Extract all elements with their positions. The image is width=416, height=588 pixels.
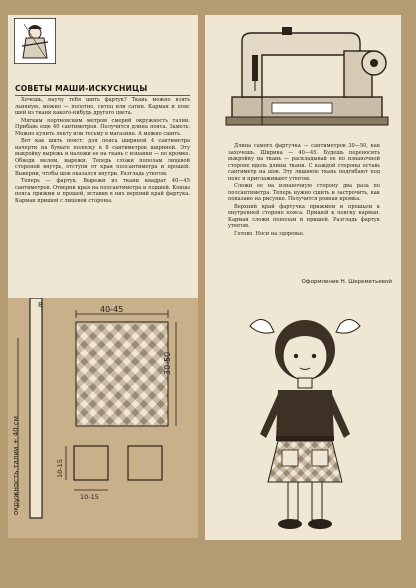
article-intro: Хочешь, научу тебя шить фартук? Ткань можно взять льняную, можно — полотно, ситец или сатин. Карман и пояс шей из ткани какого-нибудь другого цвета. — [15, 97, 190, 116]
article-paragraph: Длина самого фартучка — сантиметров 30—50, как захочешь. Ширина — 40—45. Будешь переносить выкройку на ткань — раскладывай ее по изнаночной стороне вдоль длины ткани. С каждой стороны оставь сантиметр на шов. Эту лишнюю ткань подгибают под пояс и приглаживают утюгом. — [228, 143, 380, 182]
article-paragraph: Теперь — фартук. Вырежи из ткани квадрат 40—45 сантиметров. Отверни края на полсантиметра и подшей. Концы пояса прижми и прошей, вставив в них верхний край фартука. Карман пришей с лицевой стороны. — [15, 178, 190, 204]
apron-length-label: 30-50 — [163, 351, 172, 375]
article-paragraph: Вот как шить пояст: для пояса шириной 4 сантиметра начерти на бумаге полоску в 8 сантиметров шириной. Эту выкройку вырежь и наложи ее на ткань с изнанки — по кромке. Обведи мелом, вырежи. Теперь сложи пополам лицевой стороной внутрь, отступи от края полсантиметра и прошей. Выверни, чтобы шов оказался внутри. Разгладь утюгом. — [15, 138, 190, 177]
article-paragraph: Готово. Носи на здоровье. — [234, 230, 305, 237]
pocket-width-label: 10-15 — [80, 493, 99, 501]
article-column-right — [228, 143, 380, 261]
masha-logo-icon — [14, 18, 56, 64]
pattern-diagram — [8, 298, 198, 538]
illustrator-credit: Оформление Н. Шереметьевой — [301, 279, 392, 285]
girl-in-apron-illustration — [230, 314, 380, 536]
article-column-left — [15, 97, 190, 307]
apron-width-label: 40-45 — [100, 305, 124, 314]
article-paragraph: Верхний край фартучка прижмем и прошьем к внутренней стороне пояса. Пришей к пояску карман. Карман сложи пополам и пришей. Разгладь фартук утюгом. — [228, 203, 380, 229]
sewing-machine-illustration — [222, 25, 392, 135]
belt-width-label: 8 — [38, 301, 43, 309]
belt-length-label: окружность талии + 40 см — [12, 415, 20, 515]
article-heading: СОВЕТЫ МАШИ-ИСКУСНИЦЫ — [15, 84, 190, 96]
article-paragraph: Сложи ее на изнаночную сторону два раза по полсантиметра. Теперь нужно сшить и застрочить, как показано на рисунке. Получится ровная кромка. — [228, 183, 380, 202]
pocket-height-label: 10-15 — [56, 459, 64, 478]
article-paragraph: Мягким портновским метром смерий окружность талии. Прибавь еще 40 сантиметров. Получится длина пояса. Заметь: Можно купить ленту или тесьму в магазине. А можно сшить. — [15, 117, 190, 137]
